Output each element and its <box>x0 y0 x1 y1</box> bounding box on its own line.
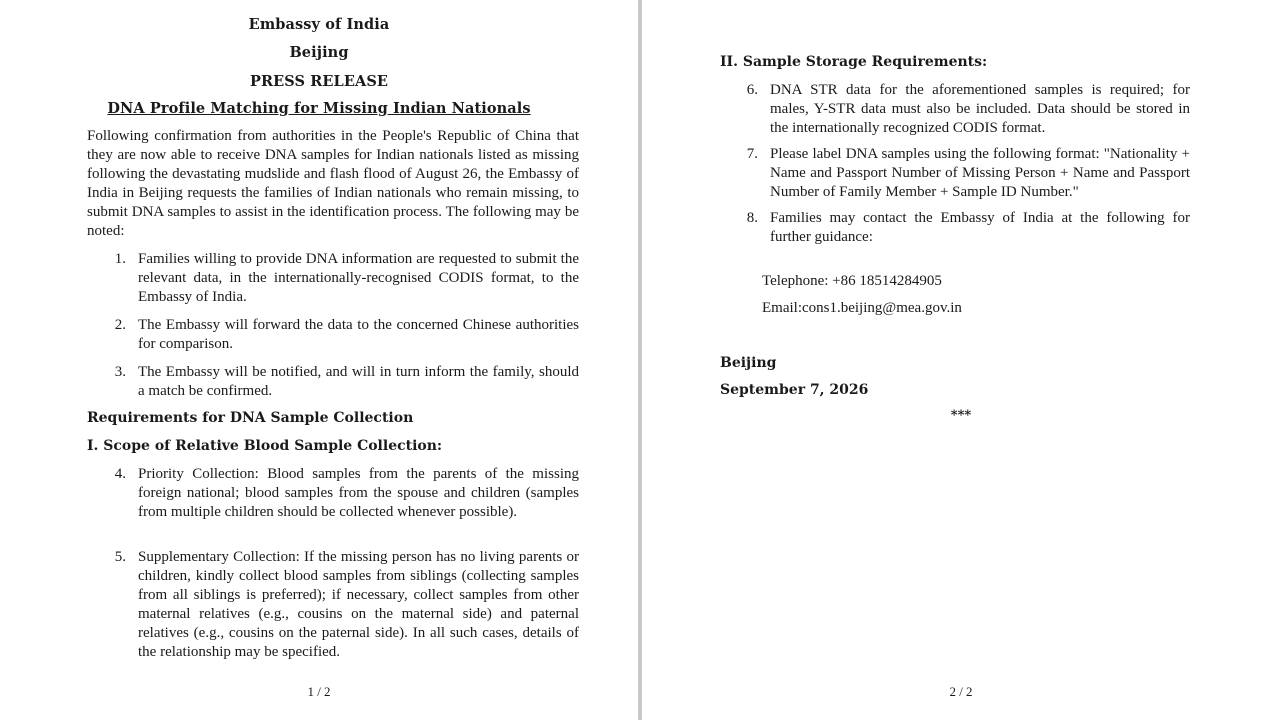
telephone-line: Telephone: +86 18514284905 <box>762 273 942 289</box>
page-2 <box>642 0 1280 720</box>
item-text: The Embassy will forward the data to the concerned Chinese authorities for comparison. <box>138 317 579 352</box>
item-text: Please label DNA samples using the following format: "Nationality + Name and Passport Number of Missing Person + Name and Passport Number of Family Member + Sample ID Number." <box>770 146 1190 200</box>
end-mark: *** <box>950 408 972 423</box>
item-number: 5. <box>114 549 126 565</box>
header-org: Embassy of India <box>248 16 390 33</box>
item-number: 6. <box>746 82 758 98</box>
list-item <box>106 250 579 310</box>
list-item <box>106 363 579 403</box>
item-number: 8. <box>746 210 758 226</box>
item-text: DNA STR data for the aforementioned samples is required; for males, Y-STR data must also be included. Data should be stored in the internationally recognized CODIS format. <box>770 82 1190 136</box>
intro-paragraph: Following confirmation from authorities in the People's Republic of China that they are now able to receive DNA samples for Indian nationals listed as missing following the devastating mudslide and flash flood of August 26, the Embassy of India in Beijing requests the families of Indian nationals who remain missing, to submit DNA samples to assist in the identification process. The following may be noted: <box>87 128 579 239</box>
item-number: 4. <box>114 466 126 482</box>
email-line: Email:cons1.beijing@mea.gov.in <box>762 300 962 316</box>
storage-heading: II. Sample Storage Requirements: <box>720 54 988 70</box>
page-number: 1 / 2 <box>307 684 331 699</box>
page-number: 2 / 2 <box>949 684 973 699</box>
scope-heading: I. Scope of Relative Blood Sample Collection: <box>87 438 443 454</box>
item-number: 3. <box>114 364 126 380</box>
header-city: Beijing <box>289 44 349 61</box>
item-text: Supplementary Collection: If the missing person has no living parents or children, kindly collect blood samples from siblings (collecting samples from all siblings is preferred); if necessary, collect samples from other maternal relatives (e.g., cousins on the maternal side) and paternal relatives (e.g., cousins on the paternal side). In all such cases, details of the relationship may be specified. <box>138 549 579 660</box>
list-item <box>738 81 1190 139</box>
list-item <box>106 465 579 543</box>
item-number: 2. <box>114 317 126 333</box>
item-number: 7. <box>746 146 758 162</box>
document-title: DNA Profile Matching for Missing Indian Nationals <box>107 100 531 117</box>
list-item <box>738 145 1190 203</box>
requirements-heading: Requirements for DNA Sample Collection <box>87 410 414 426</box>
item-text: Families willing to provide DNA information are requested to submit the relevant data, in the internationally-recognised CODIS format, to the Embassy of India. <box>138 251 579 305</box>
item-number: 1. <box>114 251 126 267</box>
item-text: Families may contact the Embassy of India at the following for further guidance: <box>770 210 1190 245</box>
item-text: The Embassy will be notified, and will in turn inform the family, should a match be confirmed. <box>138 364 579 399</box>
date-line: September 7, 2026 <box>720 382 869 398</box>
list-item <box>106 548 579 682</box>
place-line: Beijing <box>720 355 777 371</box>
list-item <box>738 209 1190 249</box>
page-1 <box>0 0 638 720</box>
header-type: PRESS RELEASE <box>249 73 389 90</box>
item-text: Priority Collection: Blood samples from the parents of the missing foreign national; blood samples from the spouse and children (samples from multiple children should be collected whenever possible). <box>138 466 579 520</box>
list-item <box>106 316 579 356</box>
